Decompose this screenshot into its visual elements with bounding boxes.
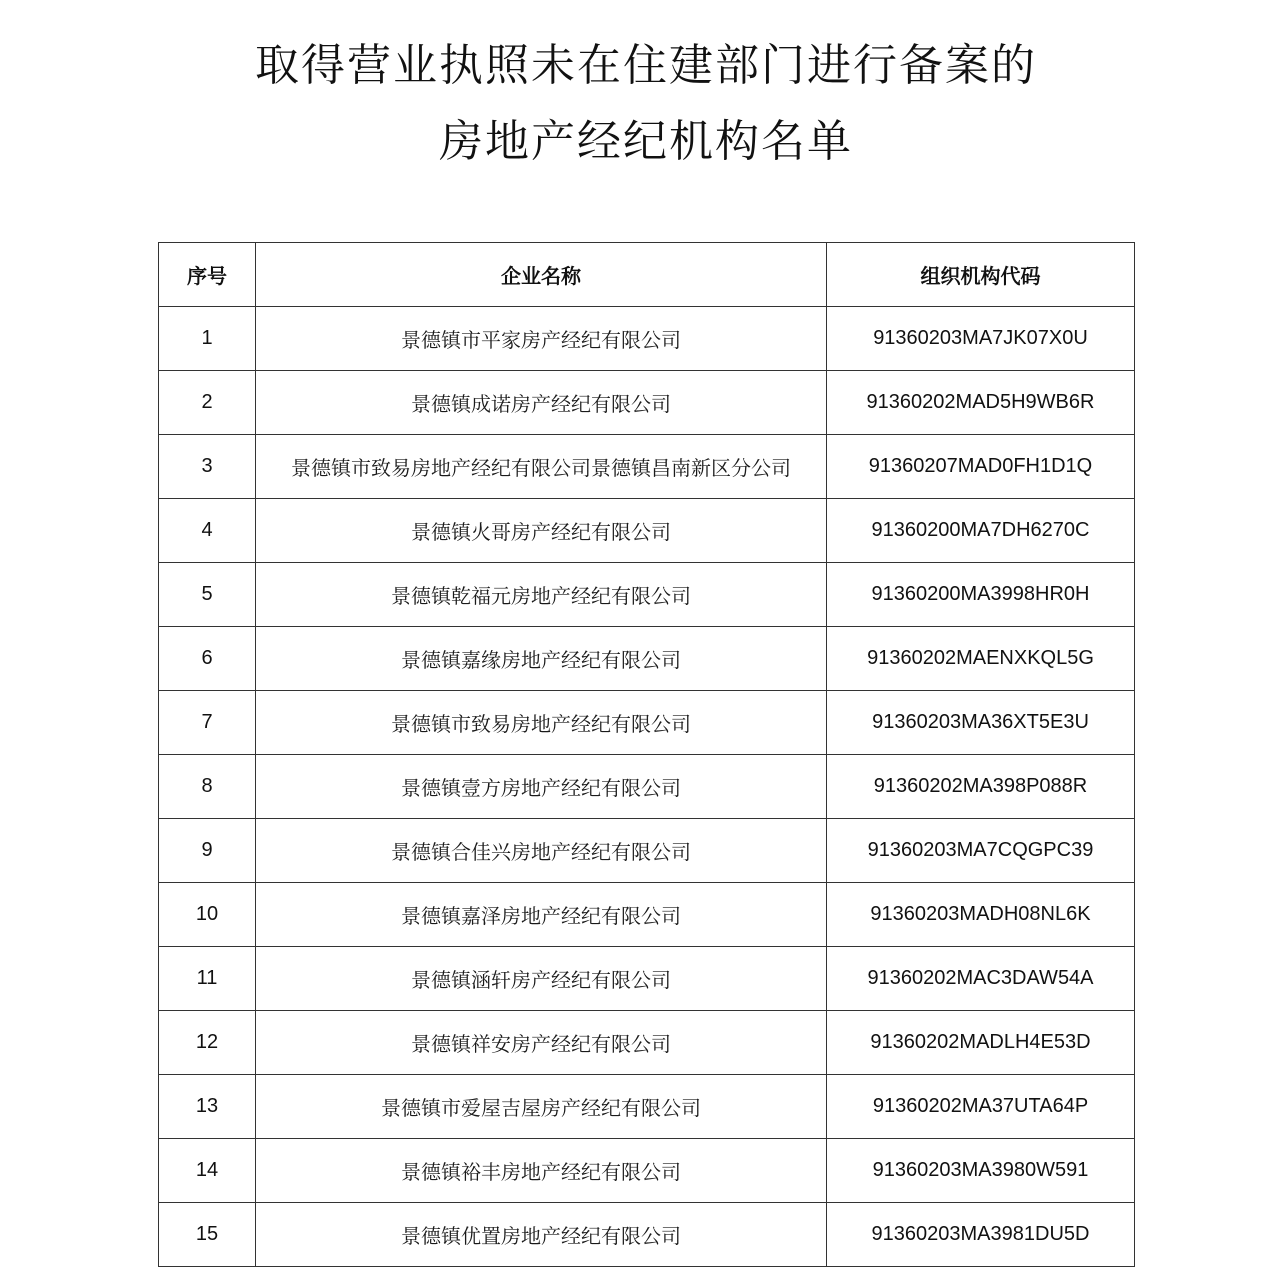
company-name: 景德镇优置房地产经纪有限公司	[256, 1203, 827, 1267]
company-name: 景德镇乾福元房地产经纪有限公司	[256, 563, 827, 627]
company-name: 景德镇嘉缘房地产经纪有限公司	[256, 627, 827, 691]
org-code: 91360203MADH08NL6K	[827, 883, 1135, 947]
table-row	[159, 563, 1135, 627]
company-name: 景德镇嘉泽房地产经纪有限公司	[256, 883, 827, 947]
table-row	[159, 435, 1135, 499]
org-code: 91360203MA7CQGPC39	[827, 819, 1135, 883]
row-index: 3	[159, 435, 256, 499]
company-name: 景德镇市平家房产经纪有限公司	[256, 307, 827, 371]
row-index: 12	[159, 1011, 256, 1075]
row-index: 7	[159, 691, 256, 755]
title-line-2: 房地产经纪机构名单	[439, 116, 853, 167]
company-name: 景德镇火哥房产经纪有限公司	[256, 499, 827, 563]
table-row	[159, 1011, 1135, 1075]
table-row	[159, 755, 1135, 819]
table-row	[159, 1139, 1135, 1203]
org-code: 91360202MADLH4E53D	[827, 1011, 1135, 1075]
company-name: 景德镇祥安房产经纪有限公司	[256, 1011, 827, 1075]
table-row	[159, 307, 1135, 371]
table-row	[159, 1075, 1135, 1139]
header-org-code: 组织机构代码	[827, 243, 1135, 307]
table-row	[159, 947, 1135, 1011]
org-code: 91360203MA3981DU5D	[827, 1203, 1135, 1267]
org-code: 91360202MA37UTA64P	[827, 1075, 1135, 1139]
org-code: 91360200MA7DH6270C	[827, 499, 1135, 563]
row-index: 13	[159, 1075, 256, 1139]
company-name: 景德镇涵轩房产经纪有限公司	[256, 947, 827, 1011]
company-name: 景德镇市致易房地产经纪有限公司景德镇昌南新区分公司	[256, 435, 827, 499]
row-index: 14	[159, 1139, 256, 1203]
row-index: 6	[159, 627, 256, 691]
company-name: 景德镇成诺房产经纪有限公司	[256, 371, 827, 435]
table-row	[159, 499, 1135, 563]
row-index: 9	[159, 819, 256, 883]
table-row	[159, 883, 1135, 947]
row-index: 2	[159, 371, 256, 435]
title-line-1: 取得营业执照未在住建部门进行备案的	[255, 40, 1037, 91]
row-index: 5	[159, 563, 256, 627]
org-code: 91360203MA36XT5E3U	[827, 691, 1135, 755]
row-index: 10	[159, 883, 256, 947]
table-row	[159, 691, 1135, 755]
company-name: 景德镇市致易房地产经纪有限公司	[256, 691, 827, 755]
header-company-name: 企业名称	[256, 243, 827, 307]
row-index: 8	[159, 755, 256, 819]
org-code: 91360202MAC3DAW54A	[827, 947, 1135, 1011]
row-index: 11	[159, 947, 256, 1011]
org-code: 91360203MA7JK07X0U	[827, 307, 1135, 371]
table-row	[159, 627, 1135, 691]
table-row	[159, 1203, 1135, 1267]
org-code: 91360203MA3980W591	[827, 1139, 1135, 1203]
table-row	[159, 819, 1135, 883]
row-index: 15	[159, 1203, 256, 1267]
agency-table	[158, 242, 1135, 1267]
document-title	[0, 28, 1280, 180]
table-row	[159, 371, 1135, 435]
company-name: 景德镇合佳兴房地产经纪有限公司	[256, 819, 827, 883]
company-name: 景德镇裕丰房地产经纪有限公司	[256, 1139, 827, 1203]
header-index: 序号	[159, 243, 256, 307]
row-index: 4	[159, 499, 256, 563]
table-header-row	[159, 243, 1135, 307]
row-index: 1	[159, 307, 256, 371]
org-code: 91360202MAD5H9WB6R	[827, 371, 1135, 435]
org-code: 91360200MA3998HR0H	[827, 563, 1135, 627]
company-name: 景德镇壹方房地产经纪有限公司	[256, 755, 827, 819]
org-code: 91360207MAD0FH1D1Q	[827, 435, 1135, 499]
company-name: 景德镇市爱屋吉屋房产经纪有限公司	[256, 1075, 827, 1139]
org-code: 91360202MA398P088R	[827, 755, 1135, 819]
org-code: 91360202MAENXKQL5G	[827, 627, 1135, 691]
